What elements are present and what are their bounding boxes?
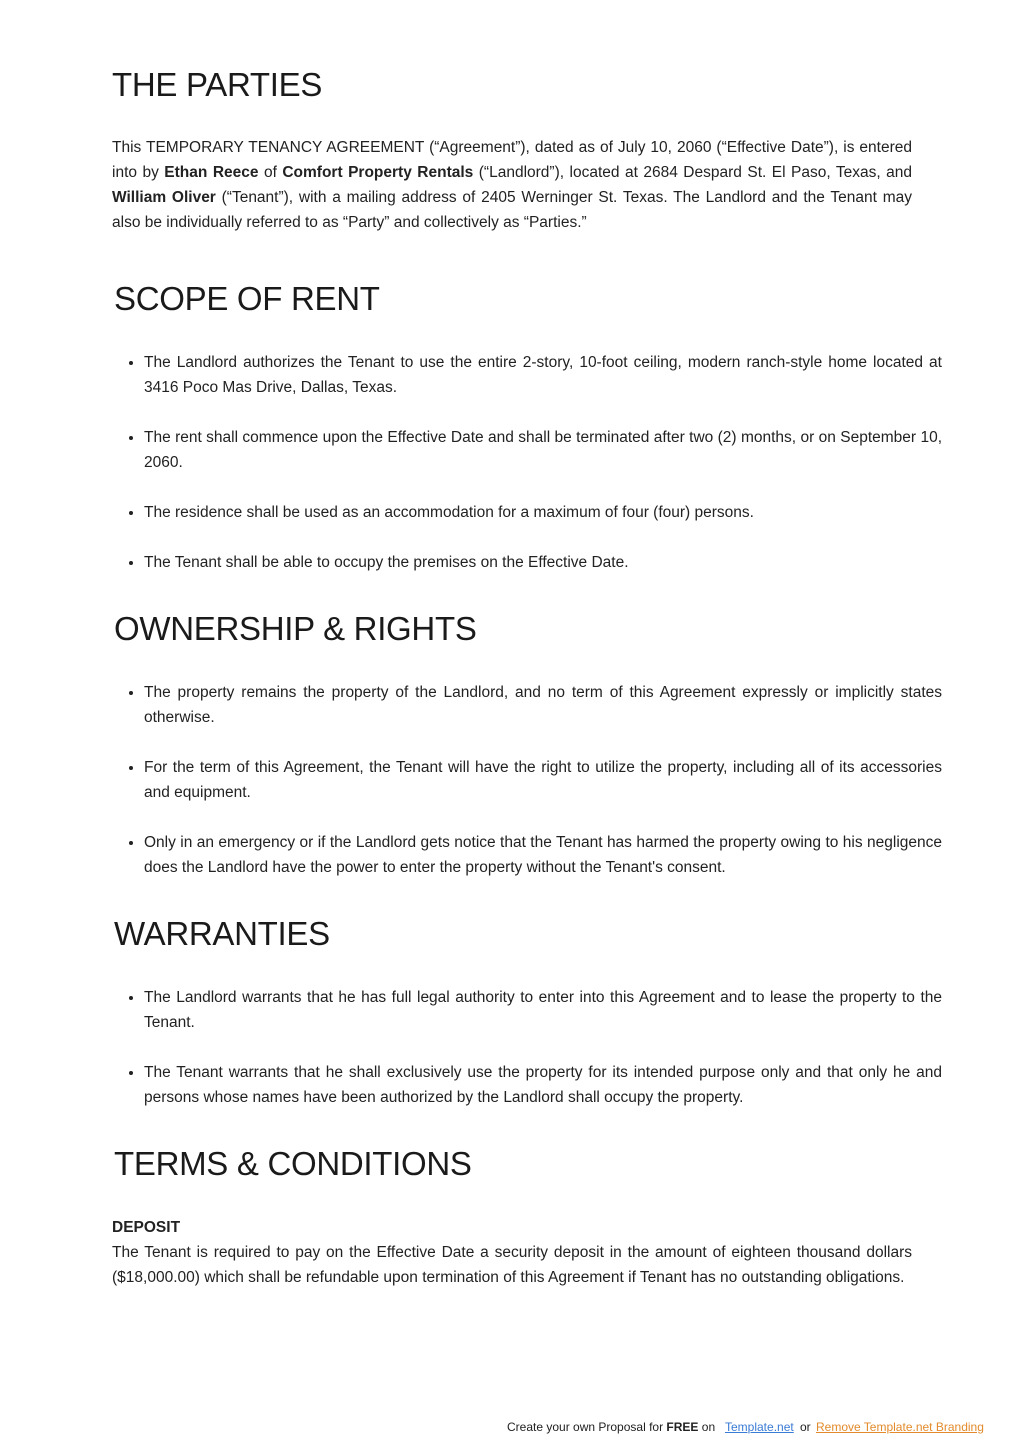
deposit-paragraph: The Tenant is required to pay on the Effective Date a security deposit in the amount of eighteen thousand dollars ($18,000.00) which shall be refundable upon termination of this Agreement if Tenant has no outstanding obligations. — [112, 1244, 912, 1286]
tenant-name: William Oliver — [112, 189, 216, 206]
list-item: • The residence shall be used as an accommodation for a maximum of four (four) persons. — [144, 500, 942, 525]
deposit-title: DEPOSIT — [112, 1219, 181, 1236]
warranties-list — [112, 985, 942, 1110]
parties-text-mid: (“Landlord”), located at 2684 Despard St. El Paso, Texas, and — [473, 164, 912, 181]
footer-create-label: Create your own Proposal for — [507, 1420, 667, 1434]
heading-the-parties: THE PARTIES — [112, 66, 323, 103]
company-name: Comfort Property Rentals — [282, 164, 474, 181]
parties-text-post: (“Tenant”), with a mailing address of 2405 Werninger St. Texas. The Landlord and the Tenant may also be individually referred to as “Party” and collectively as “Parties.” — [112, 189, 912, 231]
branding-footer — [0, 1418, 1024, 1438]
parties-text-intro: This TEMPORARY TENANCY AGREEMENT (“Agreement”), dated as of July 10, 2060 (“Effective Date”), is entered into by — [112, 139, 912, 181]
remove-branding-link[interactable]: Remove Template.net Branding — [816, 1420, 984, 1434]
parties-text-of: of — [258, 164, 283, 181]
heading-terms-conditions: TERMS & CONDITIONS — [114, 1145, 472, 1182]
list-item: • The Landlord authorizes the Tenant to use the entire 2-story, 10-foot ceiling, modern ranch-style home located at 3416 Poco Mas Drive, Dallas, Texas. — [144, 350, 942, 400]
list-item: • The property remains the property of the Landlord, and no term of this Agreement expressly or implicitly states otherwise. — [144, 680, 942, 730]
template-net-link[interactable]: Template.net — [725, 1420, 794, 1434]
heading-ownership-rights: OWNERSHIP & RIGHTS — [114, 610, 477, 647]
list-item: • The Tenant shall be able to occupy the premises on the Effective Date. — [144, 550, 942, 575]
heading-scope-of-rent: SCOPE OF RENT — [114, 280, 380, 317]
list-item: • The rent shall commence upon the Effective Date and shall be terminated after two (2) months, or on September 10, 2060. — [144, 425, 942, 475]
footer-free-label: FREE — [666, 1420, 699, 1434]
footer-or-label: or — [800, 1420, 811, 1434]
ownership-list — [112, 680, 942, 880]
parties-paragraph — [112, 135, 912, 235]
footer-on-label: on — [698, 1420, 716, 1434]
landlord-name: Ethan Reece — [164, 164, 259, 181]
footer-create-text — [507, 1420, 715, 1434]
list-item: • The Landlord warrants that he has full legal authority to enter into this Agreement and to lease the property to the Tenant. — [144, 985, 942, 1035]
heading-warranties: WARRANTIES — [114, 915, 330, 952]
scope-list — [112, 350, 942, 575]
list-item: • For the term of this Agreement, the Tenant will have the right to utilize the property, including all of its accessories and equipment. — [144, 755, 942, 805]
list-item: • Only in an emergency or if the Landlord gets notice that the Tenant has harmed the property owing to his negligence does the Landlord have the power to enter the property without the Tenant's consent. — [144, 830, 942, 880]
list-item: • The Tenant warrants that he shall exclusively use the property for its intended purpose only and that only he and persons whose names have been authorized by the Landlord shall occupy the property. — [144, 1060, 942, 1110]
